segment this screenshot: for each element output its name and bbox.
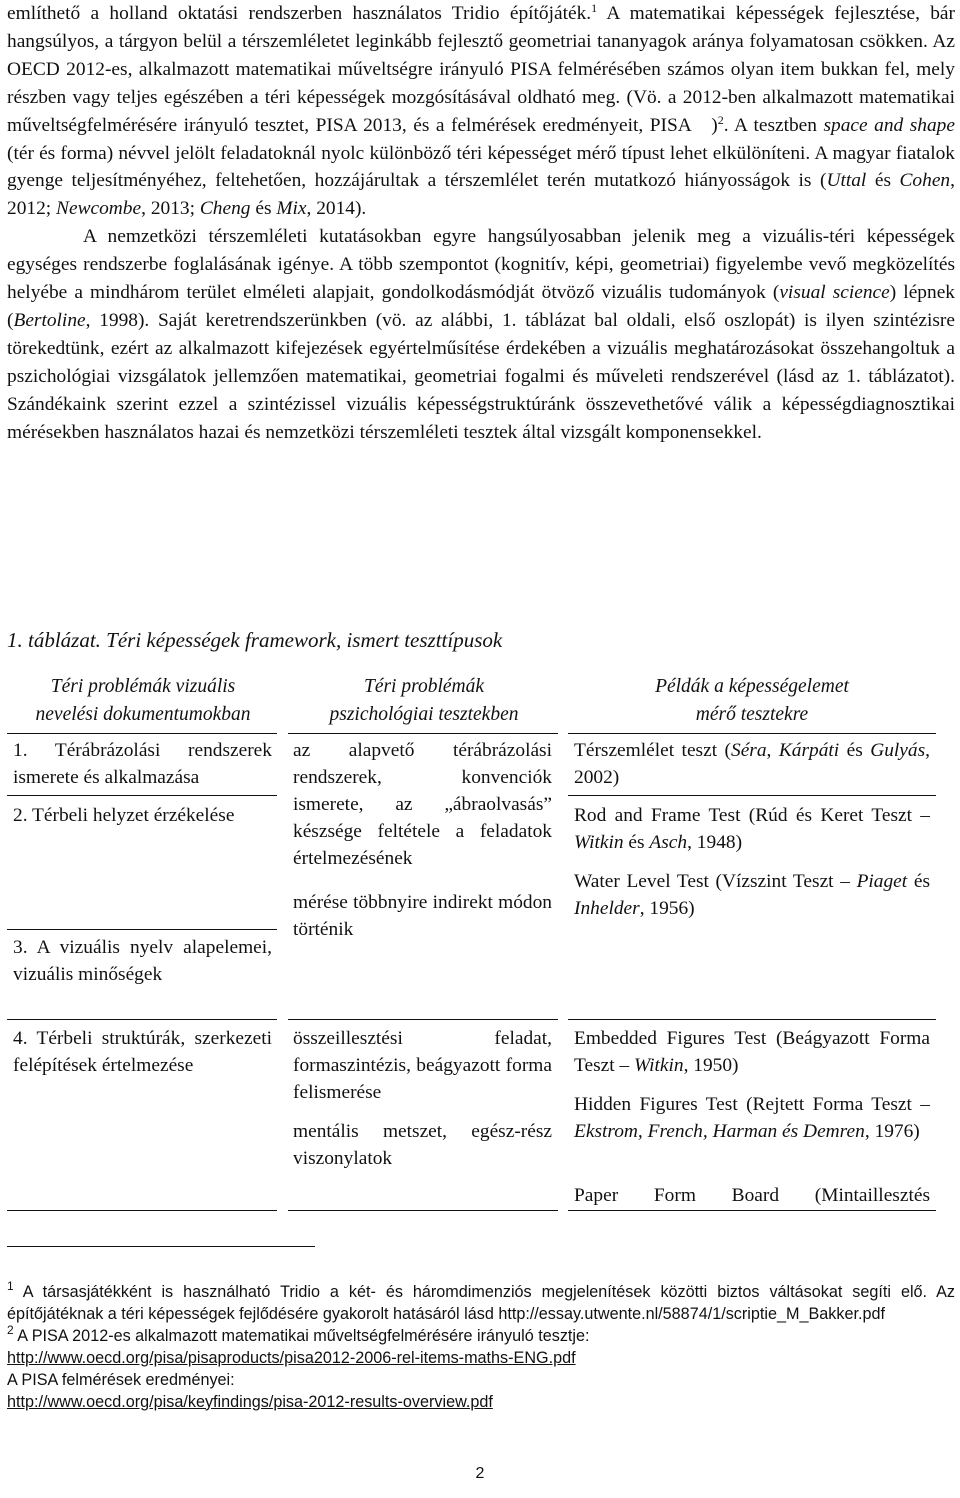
table-rule [568, 1019, 936, 1020]
test-text: Water Level Test (Vízszint Teszt – [574, 871, 857, 892]
table-cell-col2-row1: az alapvető térábrázolási rendszerek, konvenciók ismerete, az „ábraolvasás” készsége feltétele a feladatok értelmezésének [293, 740, 552, 869]
footnote-2 [7, 1322, 955, 1348]
table-rule [7, 1019, 277, 1020]
paragraph-text: ) lépnek ( [7, 282, 955, 331]
body-text [7, 0, 955, 447]
test-text: , [766, 740, 779, 761]
paragraph-text: , 2014). [306, 198, 367, 220]
test-text: , 1976) [864, 1121, 920, 1142]
test-text: és [623, 832, 650, 853]
table-rule [7, 795, 277, 796]
test-text: és [907, 871, 930, 892]
paragraph-text: említhető a holland oktatási rendszerben használatos Tridio építőjáték. [7, 3, 592, 24]
table-rule [568, 733, 936, 734]
citation-author: Mix [276, 198, 307, 220]
test-entry [574, 737, 930, 791]
table-rule [288, 1019, 558, 1020]
footnote-text: A PISA 2012-es alkalmazott matematikai műveltségfelmérésére irányuló tesztje: [13, 1326, 590, 1345]
paragraph-text: , 2012; [7, 170, 955, 220]
footnote-1 [7, 1279, 955, 1326]
paragraph-1 [7, 0, 955, 223]
paragraph-text: , 2013; [141, 198, 200, 220]
test-text: és [839, 740, 871, 761]
footnote-ref-2[interactable]: 2 [717, 112, 724, 127]
test-entry [574, 868, 930, 922]
header-line: pszichológiai tesztekben [329, 704, 519, 725]
table-cell-col2-row2: mérése többnyire indirekt módon történik [293, 892, 552, 940]
test-entry: Paper Form Board (Mintaillesztés [574, 1185, 930, 1206]
test-text: , 1956) [639, 898, 695, 919]
table-rule [288, 733, 558, 734]
citation-author: Cohen [899, 170, 951, 192]
test-text: Embedded Figures Test (Beágyazott Forma Teszt – [574, 1028, 930, 1076]
italic-term: visual science [779, 282, 890, 304]
paragraph-text: A nemzetközi térszemléleti kutatásokban egyre hangsúlyosabban jelenik meg a vizuális-téri képességek egységes rendszerbe foglalásának igénye. A több szempontot (kognitív, képi, geometriai) figyelembe vevő megközelítés helyébe a mindhárom terület elméleti alapjait, gondolkodásmódját ötvöző vizuális tudományok ( [7, 226, 955, 304]
citation-author: Witkin [634, 1055, 684, 1076]
footnote-text: A társasjátékként is használható Tridio a két- és háromdimenziós megjelenítések közötti biztos váltásokat segíti elő. Az építőjátéknak a téri képességek fejlődésére gyakorolt hatásáról lásd http://essay.utwente.nl/58874/1/scriptie_M_Bakker.pdf [7, 1283, 955, 1323]
header-line: Példák a képességelemet [655, 676, 849, 697]
footnote-separator [7, 1246, 315, 1247]
citation-author: Newcombe [56, 198, 142, 220]
test-text: , 1948) [687, 832, 743, 853]
test-text: Hidden Figures Test (Rejtett Forma Teszt – [574, 1094, 930, 1115]
citation-author: Séra [731, 740, 767, 761]
table-rule [7, 929, 277, 930]
header-line: nevelési dokumentumokban [35, 704, 251, 725]
footnote-mark: 1 [7, 1279, 14, 1293]
test-entry [574, 802, 930, 856]
citation-author: Piaget [856, 871, 908, 892]
table-header-col3 [568, 673, 936, 729]
header-line: Téri problémák vizuális [50, 676, 236, 697]
paragraph-text: és [866, 170, 900, 192]
footnote-mark: 2 [7, 1322, 14, 1337]
header-line: Téri problémák [363, 676, 485, 697]
citation-author: Uttal [826, 170, 867, 192]
footnote-link[interactable]: http://www.oecd.org/pisa/keyfindings/pisa-2012-results-overview.pdf [7, 1392, 493, 1411]
footnote-text: A PISA felmérések eredményei: [7, 1370, 235, 1389]
paragraph-text: és [250, 198, 277, 220]
paragraph-text: (tér és forma) névvel jelölt feladatoknál nyolc különböző téri képességet mérő típust lehet elkülöníteni. A magyar fiatalok gyenge teljesítményéhez, feltehetően, hozzájárultak a térszemlélet terén mutatkozó hiányosságok is ( [7, 142, 955, 192]
citation-author: Kárpáti [778, 740, 840, 761]
test-text: Rod and Frame Test (Rúd és Keret Teszt – [574, 805, 930, 826]
citation-author: Inhelder [574, 898, 640, 919]
page-number: 2 [475, 1465, 485, 1482]
footnote-link[interactable]: http://www.oecd.org/pisa/pisaproducts/pisa2012-2006-rel-items-maths-ENG.pdf [7, 1348, 576, 1367]
paragraph-text: . A tesztben [723, 114, 824, 136]
table-rule [568, 795, 936, 796]
citation-author: Cheng [199, 198, 251, 220]
table-rule [7, 1210, 277, 1211]
paragraph-2 [7, 223, 955, 446]
table-cell-col1-row1: 1. Térábrázolási rendszerek ismerete és alkalmazása [13, 740, 272, 788]
table-caption: 1. táblázat. Téri képességek framework, ismert teszttípusok [7, 628, 503, 652]
test-entry [574, 1025, 930, 1079]
paragraph-text: A matematikai képességek fejlesztése, bár hangsúlyos, a tárgyon belül a térszemléletet leginkább fejlesztő geometriai tananyagok aránya folyamatosan csökken. Az OECD 2012-es, alkalmazott matematikai műveltségre irányuló PISA felmérésében számos olyan item bukkan fel, mely részben vagy teljes egészében a téri képességek mozgósításával oldható meg. (Vö. a 2012-ben alkalmazott matematikai műveltségfelmérésére irányuló tesztet, PISA 2013, és a felmérések eredményeit, PISA ) [7, 3, 955, 136]
table-rule [288, 1210, 558, 1211]
table-rule [568, 1210, 936, 1211]
table-header-col1 [7, 673, 279, 729]
table-cell-col2-row3: összeillesztési feladat, formaszintézis, beágyazott forma felismerése [293, 1028, 552, 1103]
footnote-ref-1[interactable]: 1 [591, 1, 598, 15]
table-cell-col1-row4: 4. Térbeli struktúrák, szerkezeti felépítések értelmezése [13, 1028, 272, 1076]
table-cell-col1-row3: 3. A vizuális nyelv alapelemei, vizuális minőségek [13, 937, 272, 985]
citation-author: Asch [649, 832, 688, 853]
citation-author: Witkin [574, 832, 624, 853]
table-cell-col2-row4: mentális metszet, egész-rész viszonylatok [293, 1121, 552, 1169]
test-text: , 2002) [574, 740, 931, 788]
table-header-col2 [288, 673, 560, 729]
table-rule [7, 733, 277, 734]
citation-author: Gulyás [870, 740, 926, 761]
test-text: , 1950) [683, 1055, 739, 1076]
paragraph-text: , 1998). Saját keretrendszerünkben (vö. az alábbi, 1. táblázat bal oldali, első oszlopát) is ilyen szintézisre törekedtünk, ezért az alkalmazott kifejezések egyértelműsítése érdekében a vizuális meghatározásokat összehangoltuk a pszichológiai vizsgálatok jellemzően matematikai, geometriai fogalmi és műveleti rendszerével (lásd az 1. táblázatot). Szándékaink szerint ezzel a szintézissel vizuális képességstruktúránk összevethetővé válik a képességdiagnosztikai mérésekben használatos hazai és nemzetközi térszemléleti tesztek által vizsgált komponensekkel. [7, 309, 955, 443]
italic-term: space and shape [823, 114, 955, 136]
test-text: Térszemlélet teszt ( [574, 740, 731, 761]
table-cell-col1-row2: 2. Térbeli helyzet érzékelése [13, 805, 235, 826]
footnotes [7, 1279, 955, 1413]
test-entry [574, 1091, 930, 1145]
citation-author: Ekstrom, French, Harman és Demren [574, 1121, 865, 1142]
header-line: mérő tesztekre [695, 704, 809, 725]
citation-author: Bertoline [13, 309, 86, 331]
